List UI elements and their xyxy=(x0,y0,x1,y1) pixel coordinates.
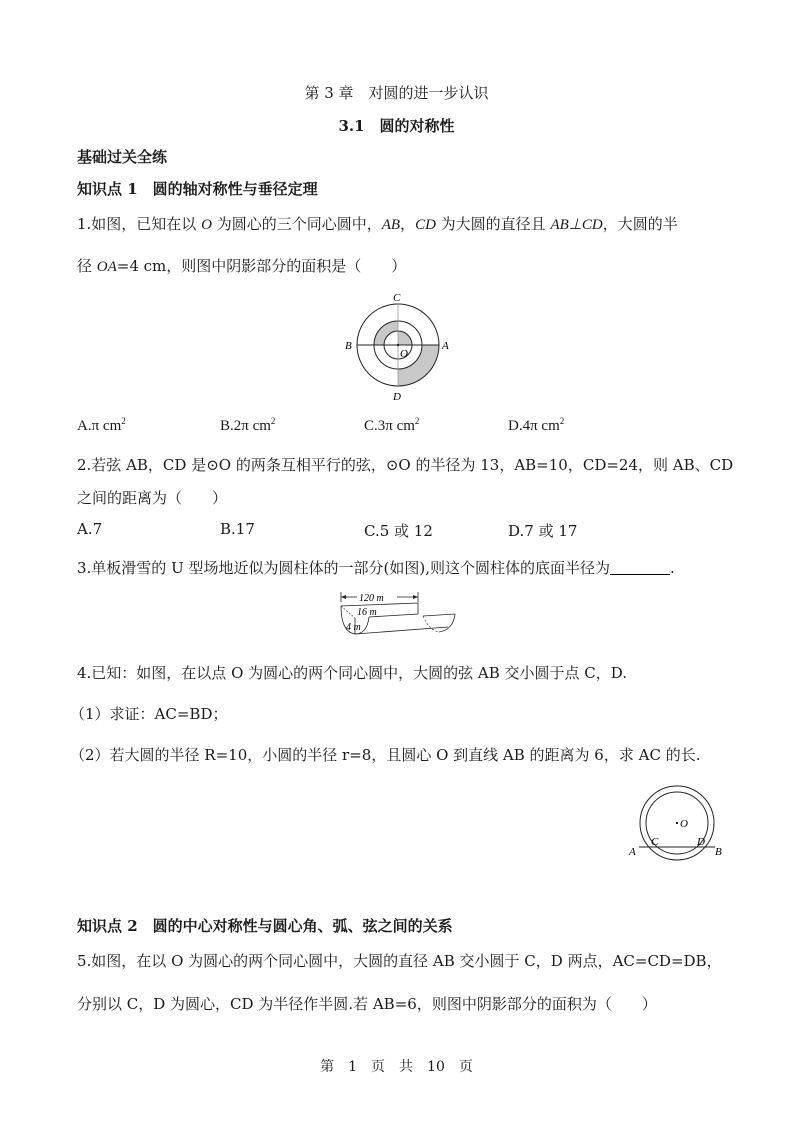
label-d: D xyxy=(697,836,705,848)
back-arc xyxy=(423,614,455,632)
q1-text: 为圆心的三个同心圆中， xyxy=(211,215,382,233)
q2-option-a[interactable]: A.7 xyxy=(77,520,103,538)
q5-line1: 5.如图，在以 O 为圆心的两个同心圆中，大圆的直径 AB 交小圆于 C，D 两点，AC=CD=DB， xyxy=(77,952,722,970)
q1-var-o: O xyxy=(201,217,212,233)
label-width: 120 m xyxy=(359,593,384,604)
option-sup: 2 xyxy=(121,416,126,426)
q4-part1: （1）求证：AC=BD； xyxy=(70,705,228,723)
q4-part2: （2）若大圆的半径 R=10，小圆的半径 r=8，且圆心 O 到直线 AB 的距离为 6，求 AC 的长. xyxy=(70,746,701,764)
radius-dashed xyxy=(341,606,355,618)
arrowhead-left xyxy=(341,595,346,599)
label-b: B xyxy=(345,340,352,352)
q5-line2: 分别以 C，D 为圆心，CD 为半径作半圆.若 AB=6，则图中阴影部分的面积为（ ） xyxy=(77,995,657,1013)
option-text: B.2π cm xyxy=(220,418,271,434)
q3-figure xyxy=(335,590,465,640)
q1-option-d[interactable] xyxy=(508,416,564,435)
q2-option-c[interactable]: C.5 或 12 xyxy=(364,522,433,540)
q1-var-oa: OA xyxy=(96,259,117,275)
page-footer: 第 1 页 共 10 页 xyxy=(320,1059,473,1075)
label-chord: 16 m xyxy=(357,607,377,618)
knowledge-point-1: 知识点 1 圆的轴对称性与垂径定理 xyxy=(77,180,318,198)
q4-line1: 4.已知：如图，在以点 O 为圆心的两个同心圆中，大圆的弦 AB 交小圆于点 C，D. xyxy=(77,664,628,682)
q1-option-c[interactable] xyxy=(364,416,419,435)
label-c: C xyxy=(651,836,659,848)
q1-text: =4 cm，则图中阴影部分的面积是（ ） xyxy=(116,257,407,275)
label-c: C xyxy=(393,292,401,304)
option-sup: 2 xyxy=(414,416,420,426)
q1-var-ab: AB xyxy=(381,217,401,233)
q2-option-b[interactable]: B.17 xyxy=(220,520,255,538)
section-title: 3.1 圆的对称性 xyxy=(338,117,455,135)
option-text: C.3π cm xyxy=(364,418,415,434)
q3-text: 3.单板滑雪的 U 型场地近似为圆柱体的一部分(如图),则这个圆柱体的底面半径为 xyxy=(77,559,610,577)
label-a: A xyxy=(629,846,636,858)
knowledge-point-2: 知识点 2 圆的中心对称性与圆心角、弧、弦之间的关系 xyxy=(77,917,453,935)
option-text: A.π cm xyxy=(77,418,122,434)
q1-text: 1.如图，已知在以 xyxy=(77,215,202,233)
center-point xyxy=(676,822,678,824)
option-sup: 2 xyxy=(270,416,276,426)
q1-text: 为大圆的直径且 xyxy=(435,215,551,233)
chapter-title: 第 3 章 对圆的进一步认识 xyxy=(304,84,489,102)
q1-text: ，大圆的半 xyxy=(602,215,678,233)
label-o: O xyxy=(400,348,408,360)
q1-line1 xyxy=(77,213,678,234)
label-depth: 4 m xyxy=(346,622,361,633)
q1-text: ， xyxy=(400,215,416,233)
q4-figure xyxy=(625,783,730,863)
label-a: A xyxy=(442,340,449,352)
q3-end: . xyxy=(669,559,675,577)
q2-option-d[interactable]: D.7 或 17 xyxy=(508,522,578,540)
label-o: O xyxy=(680,818,688,830)
q1-var-cd: CD xyxy=(415,217,436,233)
q3-line xyxy=(77,557,675,578)
q1-figure xyxy=(340,290,465,405)
option-text: D.4π cm xyxy=(508,418,560,434)
label-b: B xyxy=(715,846,722,858)
q1-option-b[interactable] xyxy=(220,416,275,435)
back-arc-hidden xyxy=(423,616,439,632)
practice-title: 基础过关全练 xyxy=(77,148,168,166)
top-edge xyxy=(341,603,418,617)
q1-perp: AB⊥CD xyxy=(550,217,603,233)
bottom-edge xyxy=(355,627,448,634)
option-sup: 2 xyxy=(559,416,565,426)
q1-text: 径 xyxy=(77,257,97,275)
center-point xyxy=(397,344,399,346)
arrowhead-right xyxy=(413,595,418,599)
label-d: D xyxy=(393,391,401,403)
q2-line1: 2.若弦 AB，CD 是⊙O 的两条互相平行的弦，⊙O 的半径为 13，AB=10，CD=24，则 AB、CD xyxy=(77,456,734,474)
q2-line2: 之间的距离为（ ） xyxy=(77,489,228,507)
answer-blank[interactable] xyxy=(610,560,670,575)
q1-option-a[interactable] xyxy=(77,416,126,435)
q1-line2 xyxy=(77,255,406,276)
